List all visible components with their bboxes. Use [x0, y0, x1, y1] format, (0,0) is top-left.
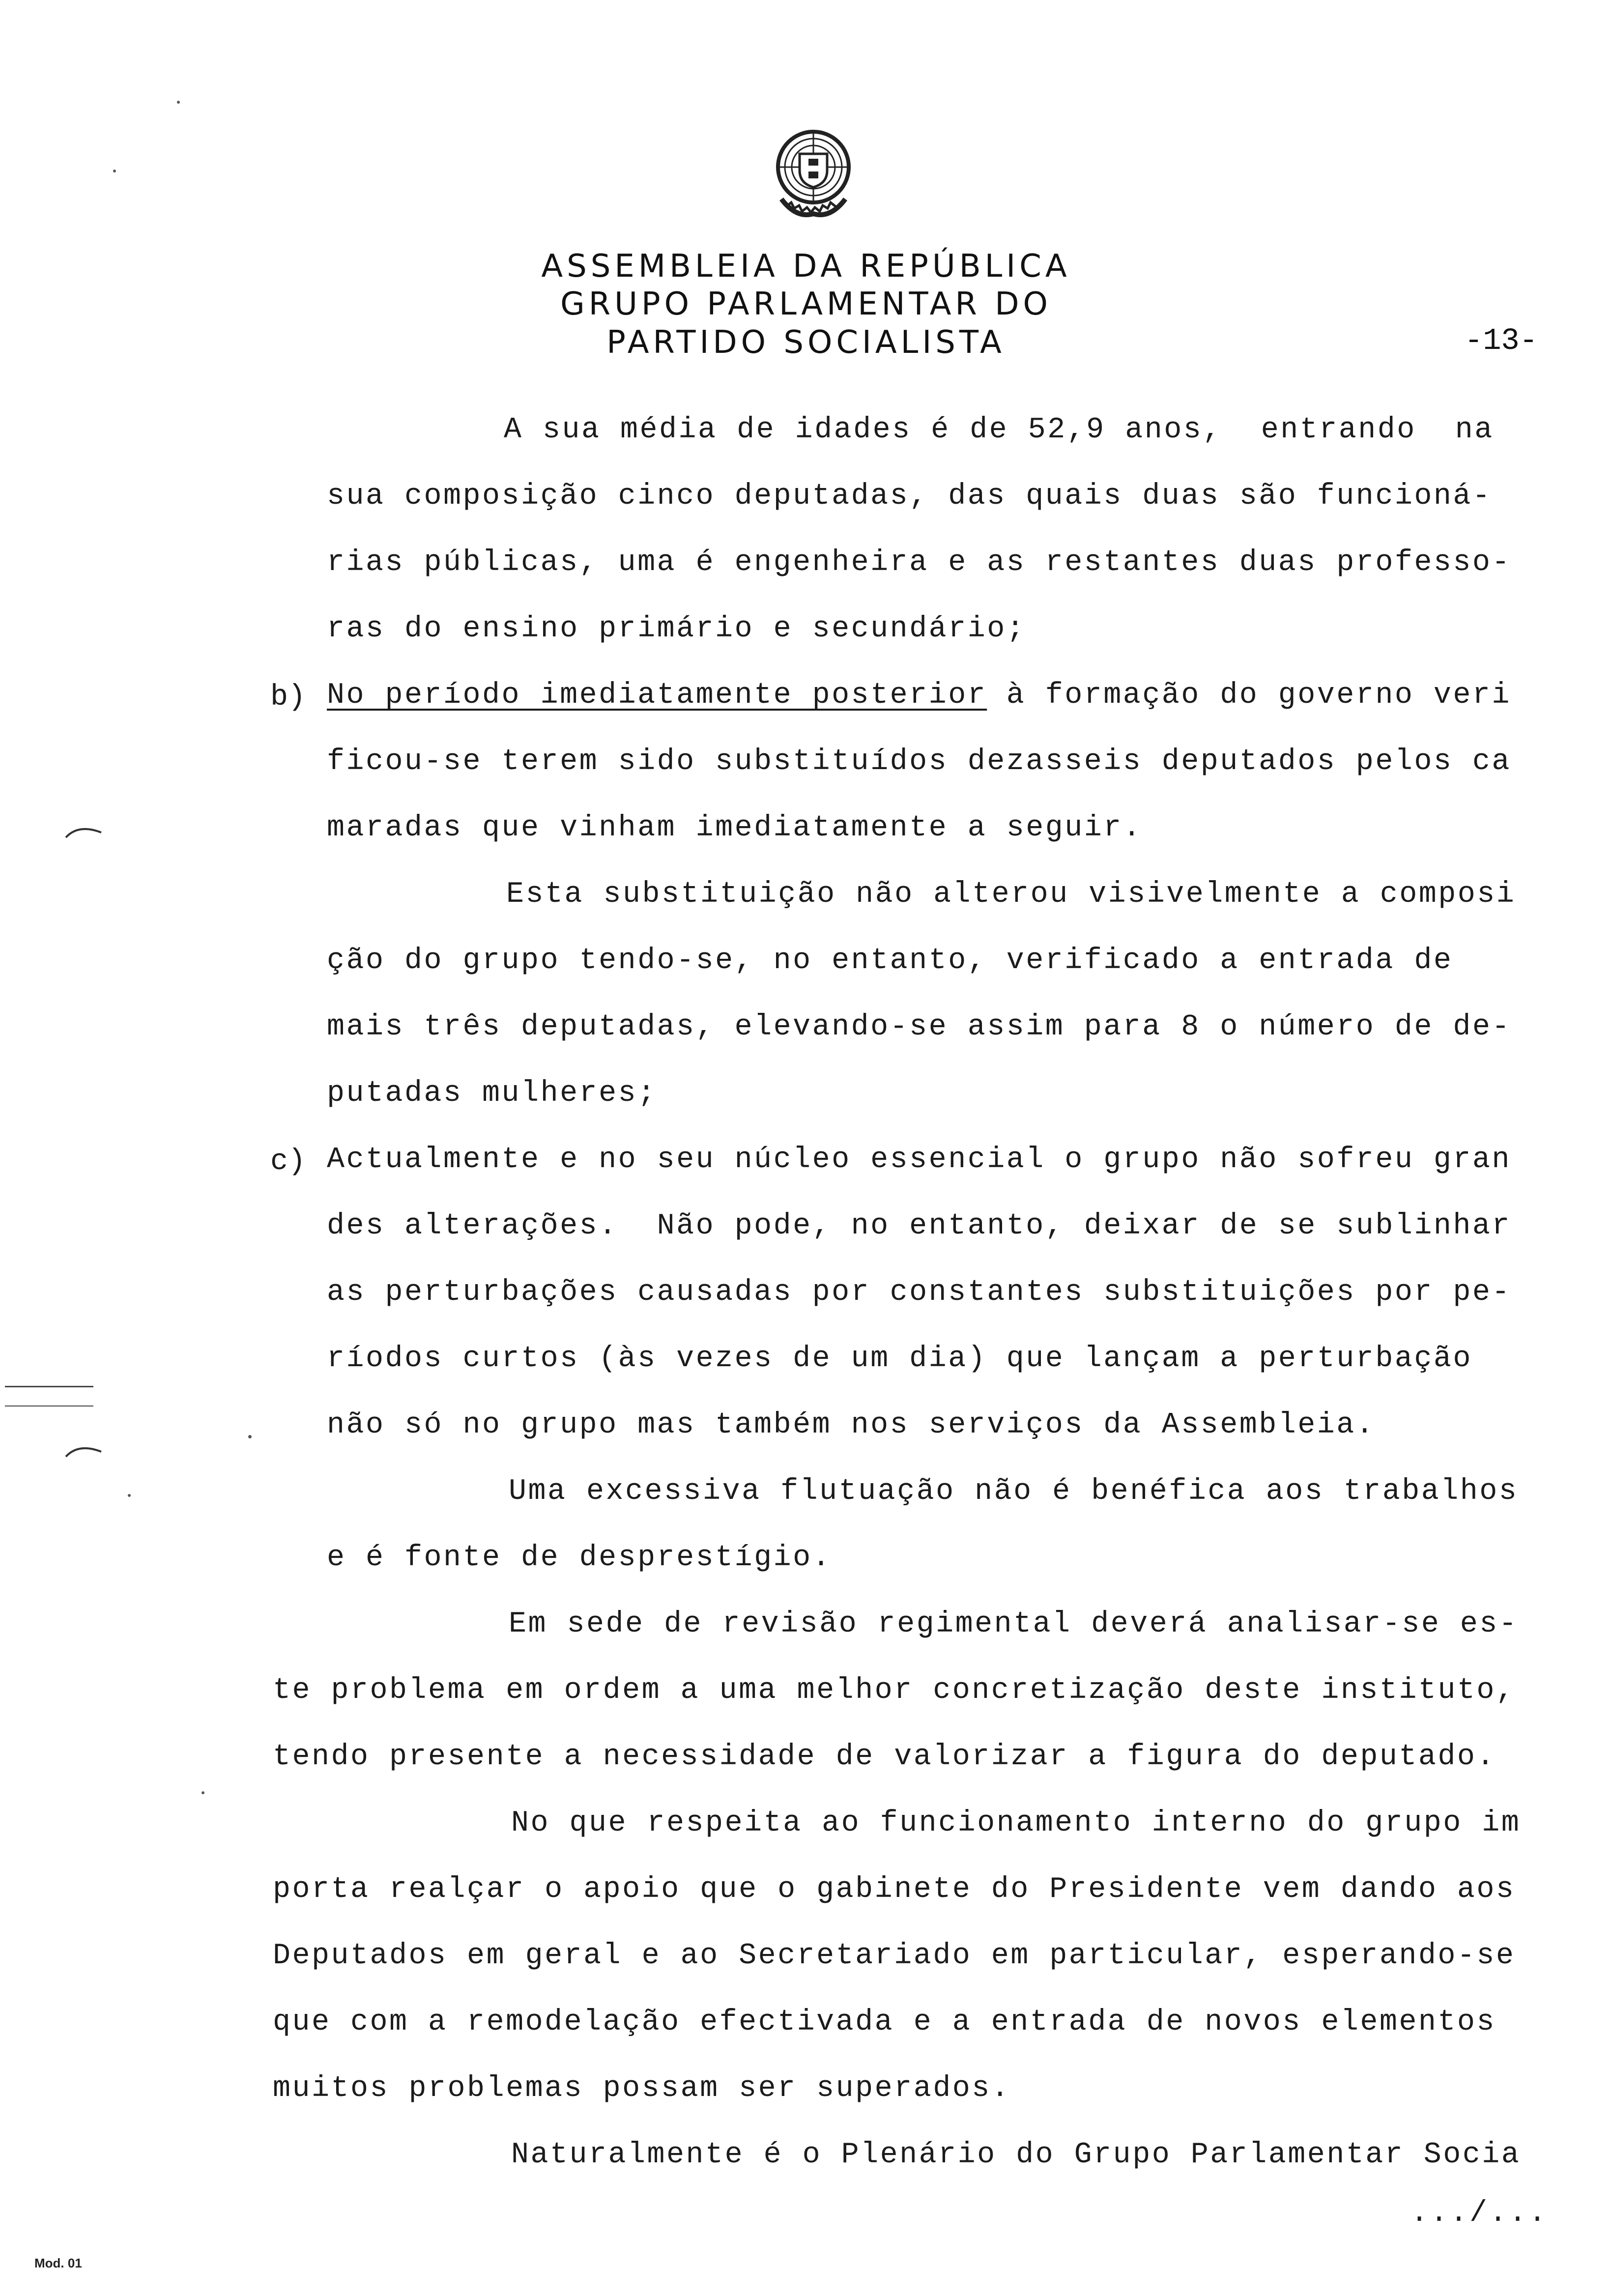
text-line: sua composição cinco deputadas, das quais duas são funcioná- [327, 480, 1492, 513]
text-line: as perturbações causadas por constantes substituições por pe- [327, 1276, 1511, 1309]
text-line: des alterações. Não pode, no entanto, deixar de se sublinhar [327, 1209, 1511, 1243]
coat-of-arms-seal-icon [764, 120, 863, 229]
continuation-mark: .../... [1410, 2197, 1549, 2230]
scan-speck [202, 1791, 204, 1794]
scan-speck [113, 170, 116, 172]
text-line: ríodos curtos (às vezes de um dia) que lançam a perturbação [327, 1342, 1472, 1376]
text-line: que com a remodelação efectivada e a entrada de novos elementos [273, 2006, 1496, 2039]
header-party-name: PARTIDO SOCIALISTA [606, 324, 1006, 361]
scan-speck [128, 1494, 131, 1497]
header-assembly-name: ASSEMBLEIA DA REPÚBLICA [541, 248, 1071, 285]
text-line: putadas mulheres; [327, 1077, 657, 1110]
text-line: tendo presente a necessidade de valorizar a figura do deputado. [273, 1740, 1496, 1774]
text-line: muitos problemas possam ser superados. [273, 2072, 1011, 2105]
text-line: Em sede de revisão regimental deverá analisar-se es- [509, 1607, 1519, 1641]
text-line: rias públicas, uma é engenheira e as restantes duas professo- [327, 546, 1511, 579]
page-number: -13- [1465, 323, 1538, 358]
text-line: e é fonte de desprestígio. [327, 1541, 832, 1575]
form-code: Mod. 01 [34, 2256, 82, 2270]
text-line: Naturalmente é o Plenário do Grupo Parlamentar Socia [511, 2138, 1521, 2172]
text-line: Deputados em geral e ao Secretariado em particular, esperando-se [273, 1939, 1516, 1973]
scan-mark-icon [64, 1440, 103, 1460]
scan-speck [248, 1435, 252, 1438]
text-line: A sua média de idades é de 52,9 anos, entrando na [504, 413, 1494, 447]
text-line: Uma excessiva flutuação não é benéfica aos trabalhos [509, 1475, 1519, 1508]
scan-speck [177, 101, 180, 104]
header-group-name: GRUPO PARLAMENTAR DO [560, 286, 1052, 322]
text-line: Esta substituição não alterou visivelmente a composi [506, 878, 1516, 911]
list-marker-b: b) [270, 681, 306, 714]
text-segment: à formação do governo veri [987, 679, 1511, 712]
text-line: maradas que vinham imediatamente a seguir. [327, 811, 1143, 845]
text-line: porta realçar o apoio que o gabinete do Presidente vem dando aos [273, 1873, 1516, 1906]
text-line: não só no grupo mas também nos serviços da Assembleia. [327, 1408, 1376, 1442]
text-line-item-b [327, 681, 1511, 710]
text-line: ficou-se terem sido substituídos dezasseis deputados pelos ca [327, 745, 1511, 778]
text-line: mais três deputadas, elevando-se assim para 8 o número de de- [327, 1010, 1511, 1044]
text-line: ras do ensino primário e secundário; [327, 612, 1026, 646]
scan-line [5, 1386, 93, 1387]
text-line: Actualmente e no seu núcleo essencial o grupo não sofreu gran [327, 1143, 1511, 1177]
text-line: ção do grupo tendo-se, no entanto, verificado a entrada de [327, 944, 1453, 977]
underlined-phrase: No período imediatamente posterior [327, 679, 987, 712]
list-marker-c: c) [270, 1145, 306, 1178]
text-line: te problema em ordem a uma melhor concretização deste instituto, [273, 1674, 1516, 1707]
scan-mark-icon [64, 821, 103, 840]
text-line: No que respeita ao funcionamento interno do grupo im [511, 1807, 1521, 1840]
